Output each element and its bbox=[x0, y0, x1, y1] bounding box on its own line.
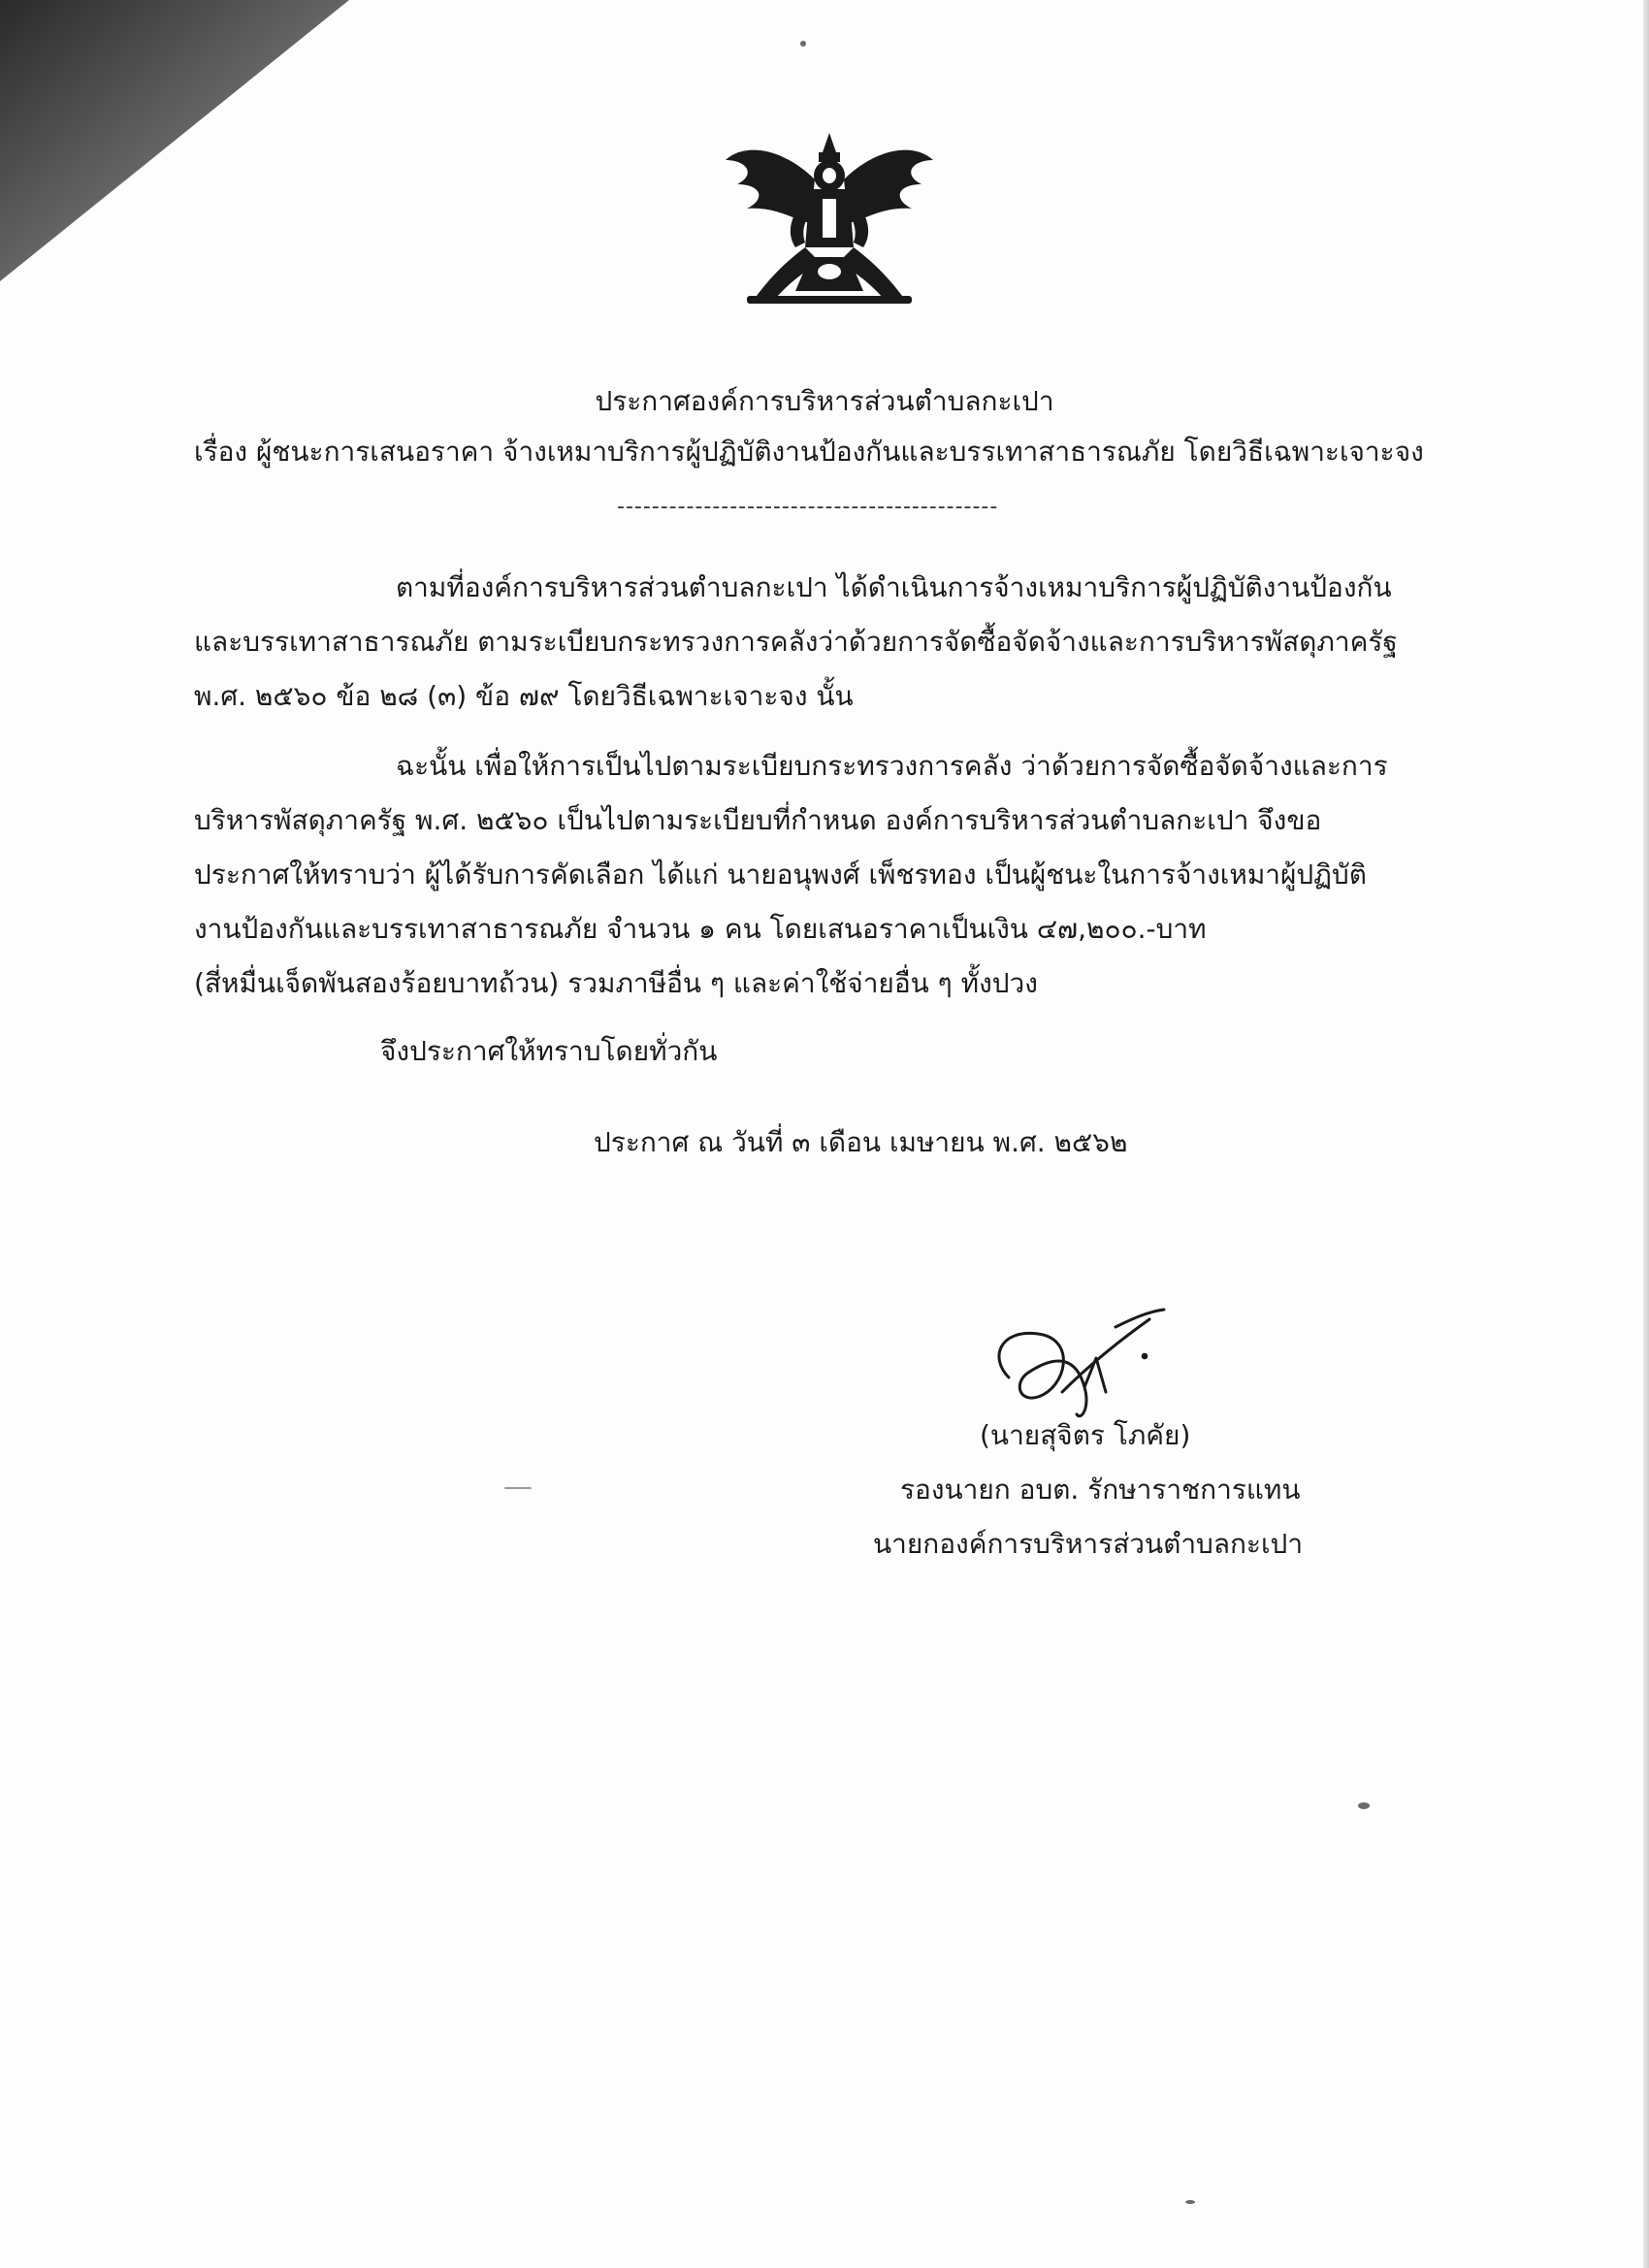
announcement-subject: เรื่อง ผู้ชนะการเสนอราคา จ้างเหมาบริการผู้ปฏิบัติงานป้องกันและบรรเทาสาธารณภัย โดยวิธีเฉพาะเจาะจง bbox=[194, 436, 1424, 468]
scan-speck bbox=[504, 1487, 532, 1489]
scan-speck bbox=[800, 41, 806, 47]
announcement-date: ประกาศ ณ วันที่ ๓ เดือน เมษายน พ.ศ. ๒๕๖๒ bbox=[594, 1126, 1128, 1158]
scan-corner-shadow bbox=[0, 0, 349, 281]
signatory-position-1: รองนายก อบต. รักษาราชการแทน bbox=[900, 1474, 1301, 1506]
scan-right-edge bbox=[1643, 0, 1649, 2268]
paragraph2-line2: บริหารพัสดุภาครัฐ พ.ศ. ๒๕๖๐ เป็นไปตามระเบียบที่กำหนด องค์การบริหารส่วนตำบลกะเปา จึงขอ bbox=[194, 804, 1322, 836]
general-notice: จึงประกาศให้ทราบโดยทั่วกัน bbox=[380, 1035, 718, 1067]
paragraph1-line3: พ.ศ. ๒๕๖๐ ข้อ ๒๘ (๓) ข้อ ๗๙ โดยวิธีเฉพาะเจาะจง นั้น bbox=[194, 680, 854, 712]
announcement-title: ประกาศองค์การบริหารส่วนตำบลกะเปา bbox=[595, 385, 1054, 417]
paragraph1-line2: และบรรเทาสาธารณภัย ตามระเบียบกระทรวงการคลังว่าด้วยการจัดซื้อจัดจ้างและการบริหารพัสดุภาครัฐ bbox=[194, 626, 1398, 658]
signatory-position-2: นายกองค์การบริหารส่วนตำบลกะเปา bbox=[873, 1528, 1304, 1560]
paragraph2-line5: (สี่หมื่นเจ็ดพันสองร้อยบาทถ้วน) รวมภาษีอื่น ๆ และค่าใช้จ่ายอื่น ๆ ทั้งปวง bbox=[194, 967, 1038, 999]
title-divider: -------------------------------------------- bbox=[617, 495, 999, 519]
handwritten-signature bbox=[970, 1300, 1193, 1426]
paragraph1-line1: ตามที่องค์การบริหารส่วนตำบลกะเปา ได้ดำเนินการจ้างเหมาบริการผู้ปฏิบัติงานป้องกัน bbox=[396, 571, 1392, 603]
signatory-name: (นายสุจิตร โภคัย) bbox=[980, 1419, 1191, 1451]
paragraph2-line4: งานป้องกันและบรรเทาสาธารณภัย จำนวน ๑ คน โดยเสนอราคาเป็นเงิน ๔๗,๒๐๐.-บาท bbox=[194, 913, 1207, 945]
paragraph2-line1: ฉะนั้น เพื่อให้การเป็นไปตามระเบียบกระทรวงการคลัง ว่าด้วยการจัดซื้อจัดจ้างและการ bbox=[396, 750, 1388, 782]
scan-speck bbox=[1185, 2200, 1195, 2204]
scan-speck bbox=[1358, 1802, 1370, 1809]
garuda-emblem-icon bbox=[718, 131, 941, 315]
paragraph2-line3: ประกาศให้ทราบว่า ผู้ได้รับการคัดเลือก ได้แก่ นายอนุพงศ์ เพ็ชรทอง เป็นผู้ชนะในการจ้างเหมาผู้ปฏิบัติ bbox=[194, 859, 1367, 891]
